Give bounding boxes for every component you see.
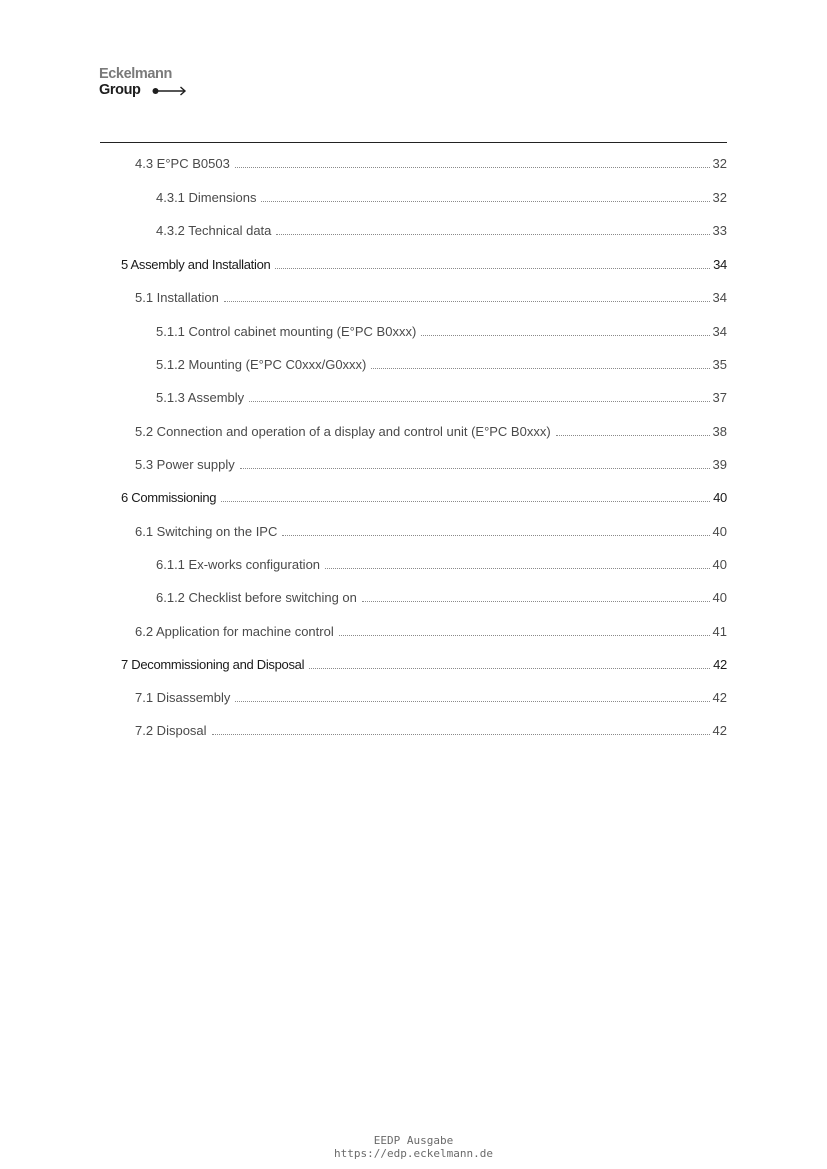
toc-entry-page: 40 bbox=[712, 524, 727, 539]
toc-entry-label: 5 Assembly and Installation bbox=[121, 257, 271, 272]
toc-entry-label: 5.1.2 Mounting (E°PC C0xxx/G0xxx) bbox=[156, 357, 367, 372]
toc-entry-4-3[interactable] bbox=[135, 152, 727, 172]
toc-entry-label: 5.1.3 Assembly bbox=[156, 390, 245, 405]
toc-dot-leader bbox=[249, 400, 709, 402]
toc-dot-leader bbox=[362, 600, 710, 602]
toc-entry-6-1-2[interactable] bbox=[156, 586, 727, 606]
toc-entry-page: 33 bbox=[712, 223, 727, 238]
logo-wordmark-bottom: Group bbox=[99, 82, 141, 98]
toc-entry-page: 34 bbox=[712, 290, 727, 305]
toc-dot-leader bbox=[421, 334, 709, 336]
footer-url[interactable]: https://edp.eckelmann.de bbox=[334, 1147, 493, 1160]
toc-entry-6-1[interactable] bbox=[135, 520, 727, 540]
toc-entry-label: 6 Commissioning bbox=[121, 490, 217, 505]
toc-entry-page: 34 bbox=[712, 324, 727, 339]
toc-dot-leader bbox=[224, 300, 710, 302]
toc-entry-page: 34 bbox=[713, 257, 727, 272]
toc-entry-label: 7.2 Disposal bbox=[135, 723, 207, 738]
toc-entry-page: 35 bbox=[712, 357, 727, 372]
toc-entry-label: 6.1.1 Ex-works configuration bbox=[156, 557, 321, 572]
toc-entry-6-2[interactable] bbox=[135, 620, 727, 640]
footer-edition: EEDP Ausgabe bbox=[373, 1134, 454, 1147]
toc-dot-leader bbox=[240, 467, 710, 469]
toc-dot-leader bbox=[282, 534, 709, 536]
toc-entry-5-1-3[interactable] bbox=[156, 386, 727, 406]
toc-entry-5-1-2[interactable] bbox=[156, 353, 727, 373]
toc-entry-5[interactable] bbox=[121, 253, 727, 273]
toc-entry-label: 4.3.2 Technical data bbox=[156, 223, 272, 238]
toc-entry-page: 38 bbox=[712, 424, 727, 439]
toc-entry-page: 42 bbox=[712, 690, 727, 705]
toc-entry-label: 4.3 E°PC B0503 bbox=[135, 156, 230, 171]
toc-entry-page: 40 bbox=[712, 590, 727, 605]
toc-entry-label: 7 Decommissioning and Disposal bbox=[121, 657, 305, 672]
toc-entry-label: 5.3 Power supply bbox=[135, 457, 235, 472]
toc-entry-label: 6.1.2 Checklist before switching on bbox=[156, 590, 357, 605]
toc-dot-leader bbox=[212, 733, 710, 735]
toc-dot-leader bbox=[556, 434, 710, 436]
toc-entry-4-3-2[interactable] bbox=[156, 219, 727, 239]
toc-dot-leader bbox=[309, 667, 710, 669]
toc-entry-label: 5.1 Installation bbox=[135, 290, 219, 305]
toc-entry-page: 37 bbox=[712, 390, 727, 405]
toc-entry-page: 40 bbox=[713, 490, 727, 505]
toc-dot-leader bbox=[276, 233, 709, 235]
toc-entry-5-2[interactable] bbox=[135, 420, 727, 440]
toc-entry-page: 32 bbox=[712, 190, 727, 205]
toc-entry-page: 32 bbox=[712, 156, 727, 171]
toc-entry-label: 5.2 Connection and operation of a display and control unit (E°PC B0xxx) bbox=[135, 424, 551, 439]
toc-entry-page: 42 bbox=[713, 657, 727, 672]
toc-entry-5-3[interactable] bbox=[135, 453, 727, 473]
toc-entry-7-2[interactable] bbox=[135, 719, 727, 739]
toc-entry-label: 6.2 Application for machine control bbox=[135, 624, 334, 639]
toc-entry-page: 42 bbox=[712, 723, 727, 738]
toc-entry-page: 41 bbox=[712, 624, 727, 639]
page-footer bbox=[0, 1134, 827, 1160]
toc-dot-leader bbox=[339, 634, 710, 636]
toc-entry-5-1-1[interactable] bbox=[156, 320, 727, 340]
toc-entry-7-1[interactable] bbox=[135, 686, 727, 706]
toc-entry-label: 7.1 Disassembly bbox=[135, 690, 231, 705]
toc-entry-6[interactable] bbox=[121, 486, 727, 506]
toc-dot-leader bbox=[325, 567, 710, 569]
toc-entry-page: 40 bbox=[712, 557, 727, 572]
toc-dot-leader bbox=[235, 700, 709, 702]
toc-entry-7[interactable] bbox=[121, 653, 727, 673]
toc-entry-4-3-1[interactable] bbox=[156, 186, 727, 206]
toc-dot-leader bbox=[275, 267, 710, 269]
toc-entry-page: 39 bbox=[712, 457, 727, 472]
toc-dot-leader bbox=[235, 166, 710, 168]
toc-dot-leader bbox=[221, 500, 710, 502]
logo-wordmark-top: Eckelmann bbox=[99, 66, 172, 82]
toc-entry-label: 4.3.1 Dimensions bbox=[156, 190, 257, 205]
toc-entry-5-1[interactable] bbox=[135, 286, 727, 306]
toc-entry-label: 5.1.1 Control cabinet mounting (E°PC B0xxx) bbox=[156, 324, 417, 339]
toc-entry-label: 6.1 Switching on the IPC bbox=[135, 524, 278, 539]
toc-dot-leader bbox=[371, 367, 709, 369]
toc-entry-6-1-1[interactable] bbox=[156, 553, 727, 573]
toc-dot-leader bbox=[261, 200, 709, 202]
